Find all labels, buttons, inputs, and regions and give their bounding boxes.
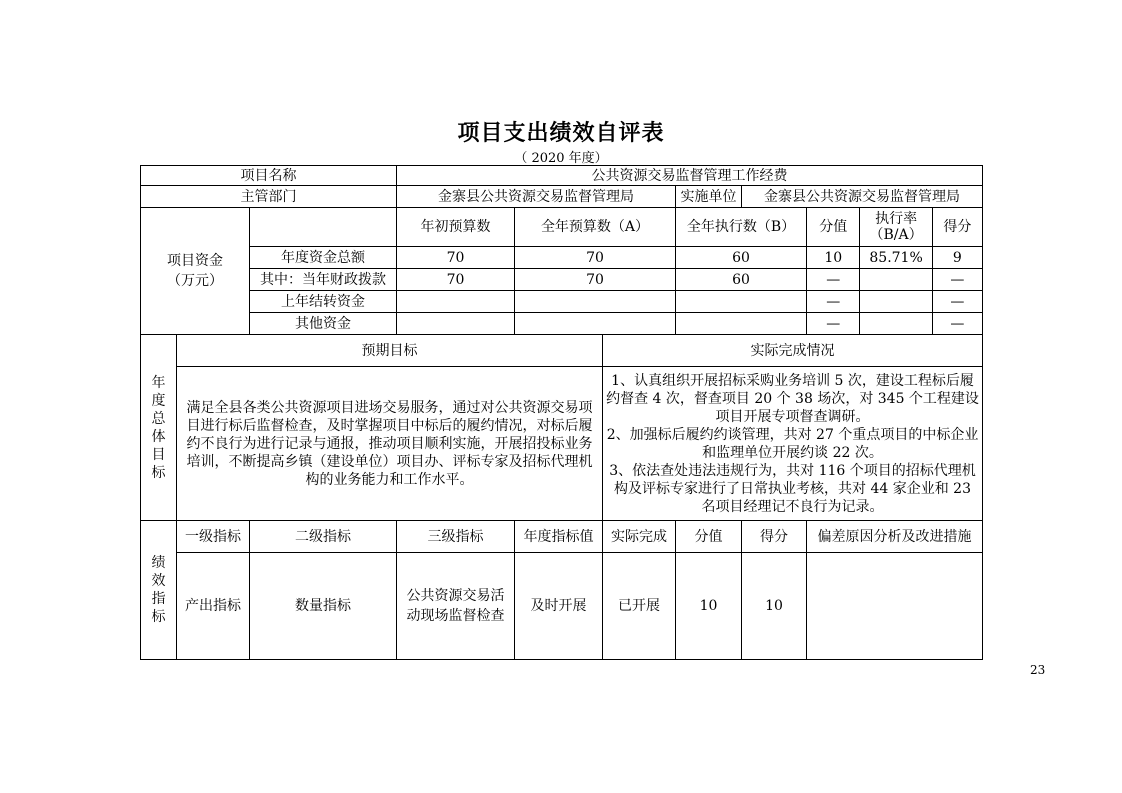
funds-header-blank bbox=[250, 208, 397, 247]
funds-row-score-value: — bbox=[807, 291, 860, 312]
funds-header-split bbox=[807, 208, 983, 247]
ind-header-level1: 一级指标 bbox=[177, 521, 250, 553]
page-title: 项目支出绩效自评表 bbox=[457, 121, 665, 146]
impl-value: 金寨县公共资源交易监督管理局 bbox=[742, 186, 983, 208]
evaluation-table bbox=[140, 165, 983, 660]
funds-row-initial: 70 bbox=[397, 247, 515, 269]
funds-row-rate: 85.71% bbox=[860, 247, 932, 268]
funds-header-initial: 年初预算数 bbox=[397, 208, 515, 247]
funds-row bbox=[141, 291, 983, 313]
funds-row-initial: 70 bbox=[397, 269, 515, 291]
funds-row-split bbox=[807, 313, 983, 335]
funds-header-row bbox=[141, 208, 983, 247]
year-subtitle: （ 2020 年度） bbox=[514, 151, 608, 166]
funds-label: 项目资金 （万元） bbox=[141, 208, 250, 335]
funds-row-split bbox=[807, 247, 983, 269]
ind-header-level2: 二级指标 bbox=[250, 521, 397, 553]
funds-row-name: 上年结转资金 bbox=[250, 291, 397, 313]
funds-row-executed bbox=[676, 291, 807, 313]
funds-row-split bbox=[807, 291, 983, 313]
funds-row-score: — bbox=[950, 293, 965, 310]
funds-row-executed: 60 bbox=[676, 247, 807, 269]
funds-row-score-value: — bbox=[807, 313, 860, 334]
dept-value: 金寨县公共资源交易监督管理局 bbox=[397, 186, 676, 208]
page-number: 23 bbox=[1030, 663, 1046, 677]
goals-actual-header: 实际完成情况 bbox=[603, 335, 983, 367]
goals-header-row bbox=[141, 335, 983, 367]
ind-level3: 公共资源交易活动现场监督检查 bbox=[397, 553, 515, 660]
ind-header-score: 得分 bbox=[742, 521, 807, 553]
goals-content-row bbox=[141, 367, 983, 521]
goals-expected-header: 预期目标 bbox=[177, 335, 603, 367]
funds-row-score: — bbox=[950, 315, 965, 332]
ind-score-value: 10 bbox=[676, 553, 742, 660]
goals-label: 年 度 总 体 目 标 bbox=[141, 335, 177, 521]
funds-row-rate bbox=[860, 313, 932, 334]
funds-row-name: 年度资金总额 bbox=[250, 247, 397, 269]
funds-row-annual: 70 bbox=[515, 247, 676, 269]
indicators-header-row bbox=[141, 521, 983, 553]
ind-actual: 已开展 bbox=[603, 553, 676, 660]
funds-row-annual bbox=[515, 313, 676, 335]
project-name-value: 公共资源交易监督管理工作经费 bbox=[397, 166, 983, 186]
funds-row-rate bbox=[860, 291, 932, 312]
funds-header-score-value: 分值 bbox=[807, 208, 860, 246]
funds-row-name: 其中：当年财政拨款 bbox=[250, 269, 397, 291]
impl-label: 实施单位 bbox=[676, 186, 742, 208]
ind-level1: 产出指标 bbox=[177, 553, 250, 660]
funds-header-score: 得分 bbox=[943, 219, 972, 235]
funds-row-annual bbox=[515, 291, 676, 313]
funds-row-score-value: 10 bbox=[807, 247, 860, 268]
funds-row-executed bbox=[676, 313, 807, 335]
goals-actual-text: 1、认真组织开展招标采购业务培训 5 次，建设工程标后履约督查 4 次，督查项目 20 个 38 场次，对 345 个工程建设项目开展专项督查调研。 2、加强标后履约约谈管理，共对 27 个重点项目的中标企业和监理单位开展约谈 22 次。 3、依法查处违法违规行为，共对 116 个项目的招标代理机构及评标专家进行了日常执业考核，共对 44 家企业和 23 名项目经理记不良行为记录。 bbox=[603, 367, 983, 521]
ind-header-target: 年度指标值 bbox=[515, 521, 603, 553]
funds-row-initial bbox=[397, 313, 515, 335]
ind-deviation bbox=[807, 553, 983, 660]
funds-row-score-value: — bbox=[807, 269, 860, 290]
ind-header-actual: 实际完成 bbox=[603, 521, 676, 553]
ind-score: 10 bbox=[742, 553, 807, 660]
ind-level2: 数量指标 bbox=[250, 553, 397, 660]
ind-header-level3: 三级指标 bbox=[397, 521, 515, 553]
ind-target: 及时开展 bbox=[515, 553, 603, 660]
funds-row bbox=[141, 269, 983, 291]
dept-label: 主管部门 bbox=[141, 186, 397, 208]
indicator-row bbox=[141, 553, 983, 660]
funds-row-executed: 60 bbox=[676, 269, 807, 291]
funds-header-rate: 执行率 （B/A） bbox=[860, 208, 932, 246]
funds-row-split bbox=[807, 269, 983, 291]
project-name-label: 项目名称 bbox=[141, 166, 397, 186]
funds-row bbox=[141, 247, 983, 269]
goals-expected-text: 满足全县各类公共资源项目进场交易服务，通过对公共资源交易项目进行标后监督检查，及时掌握项目中标后的履约情况，对标后履约不良行为进行记录与通报，推动项目顺利实施，开展招投标业务培训，不断提高乡镇（建设单位）项目办、评标专家及招标代理机构的业务能力和工作水平。 bbox=[177, 367, 603, 521]
funds-row-initial bbox=[397, 291, 515, 313]
funds-row-rate bbox=[860, 269, 932, 290]
project-name-row bbox=[141, 166, 983, 186]
funds-row-name: 其他资金 bbox=[250, 313, 397, 335]
funds-row bbox=[141, 313, 983, 335]
department-row bbox=[141, 186, 983, 208]
funds-row-score: 9 bbox=[952, 249, 962, 266]
funds-row-annual: 70 bbox=[515, 269, 676, 291]
ind-header-score-value: 分值 bbox=[676, 521, 742, 553]
indicators-label: 绩 效 指 标 bbox=[141, 521, 177, 660]
funds-row-score: — bbox=[950, 271, 965, 288]
funds-header-executed: 全年执行数（B） bbox=[676, 208, 807, 247]
funds-header-annual: 全年预算数（A） bbox=[515, 208, 676, 247]
ind-header-deviation: 偏差原因分析及改进措施 bbox=[807, 521, 983, 553]
